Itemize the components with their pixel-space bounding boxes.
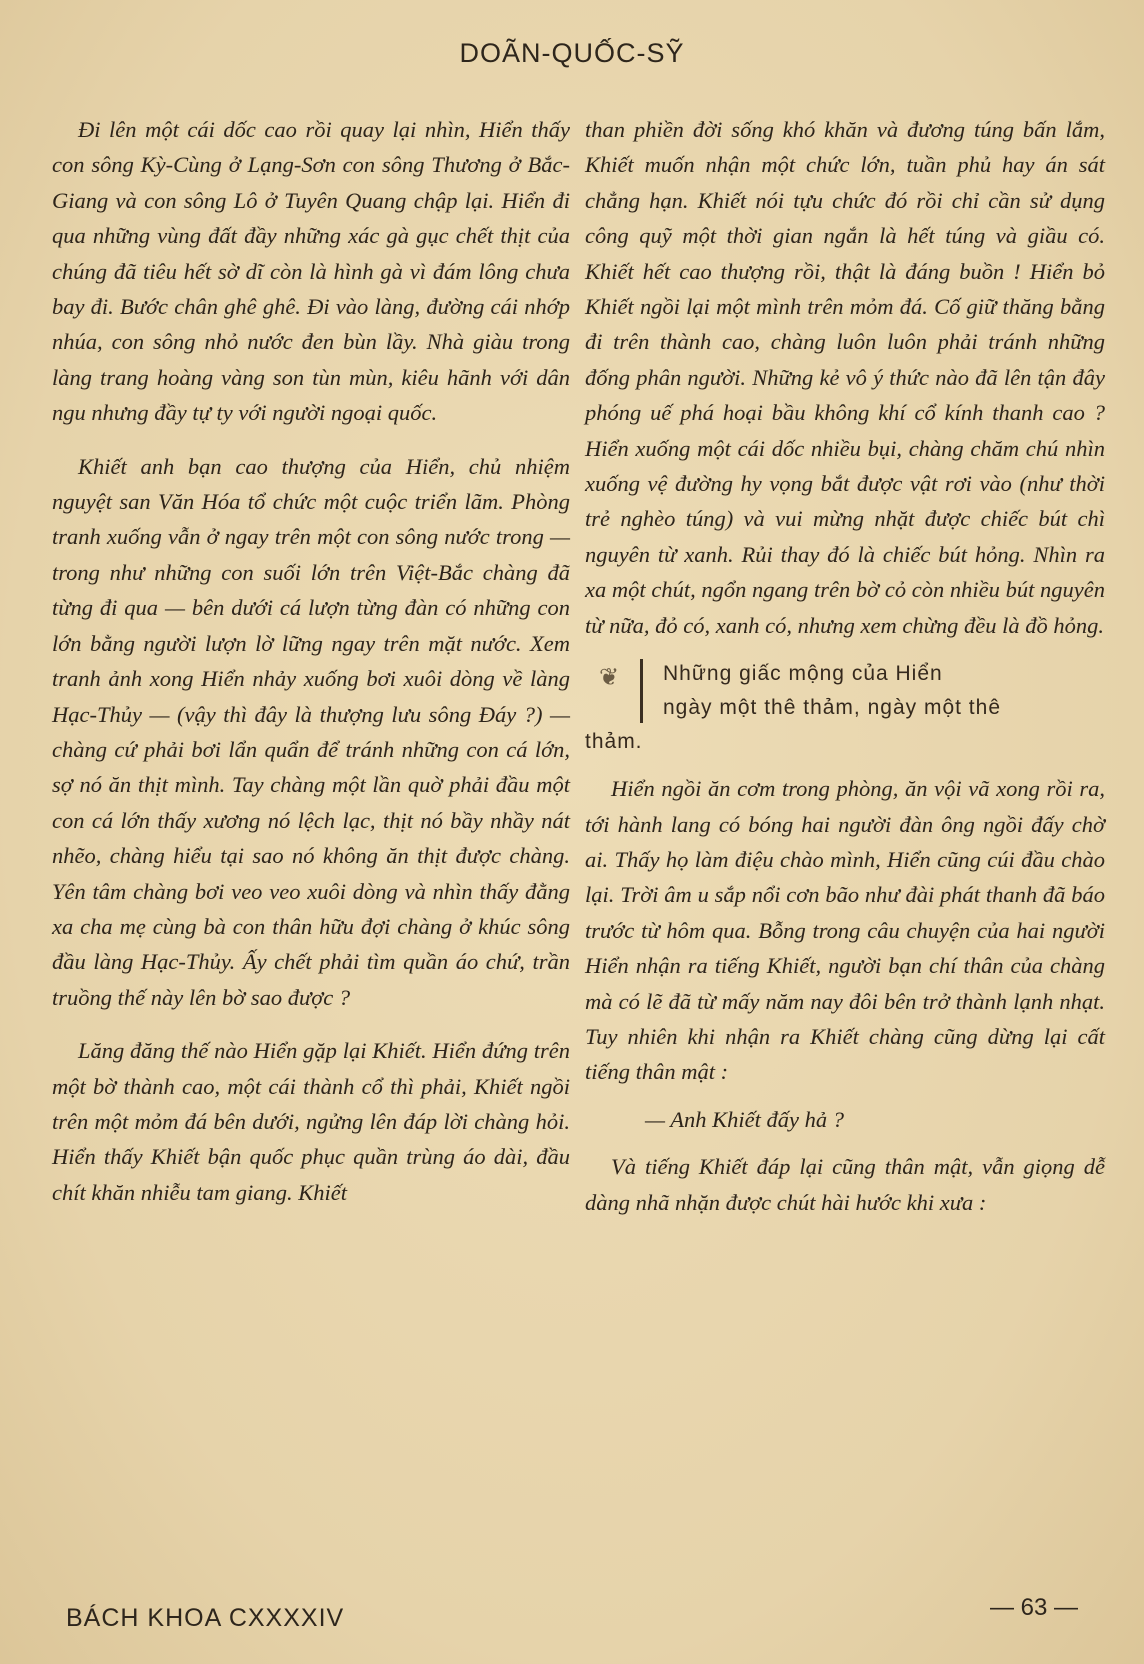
paragraph-2: Khiết anh bạn cao thượng của Hiển, chủ nhiệm nguyệt san Văn Hóa tổ chức một cuộc triển lãm. Phòng tranh xuống vẫn ở ngay trên một con sông nước trong — trong như những con suối lớn trên Việt-Bắc chàng đã từng đi qua — bên dưới cá lượn từng đàn có những con lớn bằng người lượn lờ lững ngay trên mặt nước. Xem tranh ảnh xong Hiển nhảy xuống bơi xuôi dòng về làng Hạc-Thủy — (vậy thì đây là thượng lưu sông Đáy ?) — chàng cứ phải bơi lẩn quẩn để tránh những con cá lớn, sợ nó ăn thịt mình. Tay chàng một lần quờ phải đầu một con cá lớn thấy xương nó lệch lạc, thịt nó bầy nhầy nát nhẽo, chàng hiểu tại sao nó không ăn thịt được chàng. Yên tâm chàng bơi veo veo xuôi dòng và nhìn thấy đằng xa cha mẹ cùng bà con thân hữu đợi chàng ở khúc sông đầu làng Hạc-Thủy. Ấy chết phải tìm quần áo chứ, trần truồng thế này lên bờ sao được ? [52, 453, 570, 1010]
right-column [585, 112, 1105, 1220]
paragraph-4: Hiển ngồi ăn cơm trong phòng, ăn vội vã xong rồi ra, tới hành lang có bóng hai người đàn ông ngồi đấy chờ ai. Thấy họ làm điệu chào mình, Hiển cũng cúi đầu chào lại. Trời âm u sắp nổi cơn bão như đài phát thanh đã báo trước từ hôm qua. Bỗng trong câu chuyện của hai người Hiển nhận ra tiếng Khiết, người bạn chí thân của chàng mà có lẽ đã từ mấy năm nay đôi bên trở thành lạnh nhạt. Tuy nhiên khi nhận ra Khiết chàng cũng dừng lại cất tiếng thân mật : [585, 776, 1105, 1085]
callout-text [585, 651, 1105, 759]
paragraph-continued: than phiền đời sống khó khăn và đương túng bấn lắm, Khiết muốn nhận một chức lớn, tuần phủ hay án sát chẳng hạn. Khiết nói tựu chức đó rồi chỉ cần sử dụng công quỹ một thời gian ngắn là hết túng và giầu có. Khiết hết cao thượng rồi, thật là đáng buồn ! Hiển bỏ Khiết ngồi lại một mình trên mỏm đá. Cố giữ thăng bằng đi trên thành cao, chàng luôn luôn phải tránh những đống phân người. Những kẻ vô ý thức nào đã lên tận đây phóng uế phá hoại bầu không khí cổ kính thanh cao ? Hiển xuống một cái dốc nhiều bụi, chàng chăm chú nhìn xuống vệ đường hy vọng bắt được vật rơi vào (như thời trẻ nghèo túng) và vui mừng nhặt được chiếc bút chì nguyên từ xanh. Rủi thay đó là chiếc bút hỏng. Nhìn ra xa một chút, ngổn ngang trên bờ cỏ còn nhiều bút nguyên từ nữa, đỏ có, xanh có, nhưng xem chừng đều là đồ hỏng. [585, 117, 1105, 638]
ornament-icon: ❦ [599, 665, 620, 692]
author-header: DOÃN-QUỐC-SỸ [459, 38, 685, 68]
callout-tail: thảm. [585, 730, 643, 754]
callout-line-1: Những giấc mộng của Hiển [663, 662, 943, 686]
section-callout [585, 651, 1105, 759]
paragraph-3: Lăng đăng thế nào Hiển gặp lại Khiết. Hiển đứng trên một bờ thành cao, một cái thành cổ thì phải, Khiết ngồi trên một mỏm đá bên dưới, ngửng lên đáp lời chàng hỏi. Hiển thấy Khiết bận quốc phục quần trùng áo dài, đầu chít khăn nhiễu tam giang. Khiết [52, 1038, 570, 1205]
left-column [52, 112, 570, 1210]
magazine-footer: BÁCH KHOA CXXXXIV [66, 1604, 345, 1632]
paragraph-1: Đi lên một cái dốc cao rồi quay lại nhìn, Hiển thấy con sông Kỳ-Cùng ở Lạng-Sơn con sông Thương ở Bắc-Giang và con sông Lô ở Tuyên Quang chập lại. Hiển đi qua những vùng đất đầy những xác gà gục chết thịt của chúng đã tiêu hết sờ dĩ còn là hình gà vì đám lông chưa bay đi. Bước chân ghê ghê. Đi vào làng, đường cái nhớp nhúa, con sông nhỏ nước đen bùn lầy. Nhà giàu trong làng trang hoàng vàng son tùn mùn, kiêu hãnh với dân ngu nhưng đầy tự ty với người ngoại quốc. [52, 117, 570, 426]
callout-divider [640, 659, 643, 723]
page-number: — 63 — [990, 1594, 1079, 1621]
callout-line-2: ngày một thê thảm, ngày một thê [663, 696, 1002, 720]
dialog-line: — Anh Khiết đấy hả ? [645, 1106, 844, 1132]
paragraph-5: Và tiếng Khiết đáp lại cũng thân mật, vẫn giọng dễ dàng nhã nhặn được chút hài hước khi xưa : [585, 1154, 1105, 1215]
